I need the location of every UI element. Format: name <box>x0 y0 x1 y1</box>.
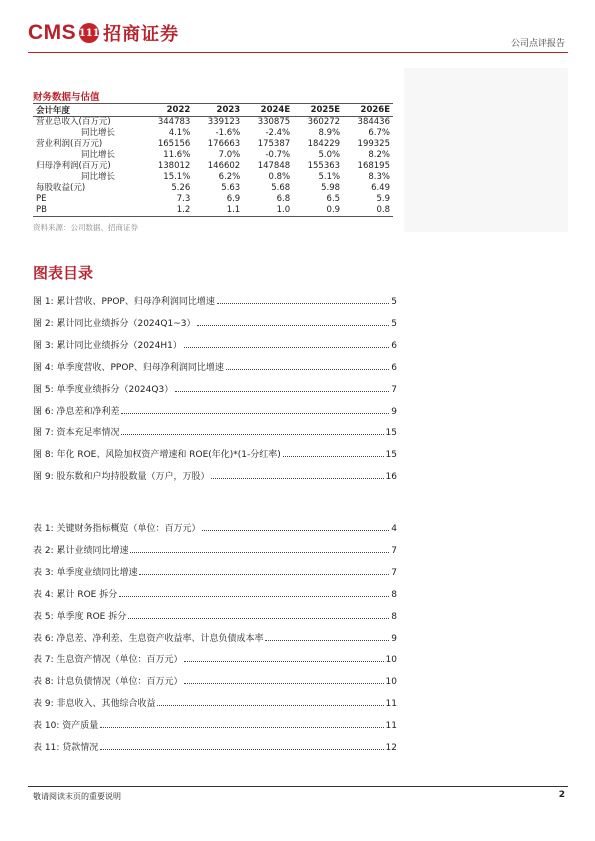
toc-entry-title: 图 9: 股东数和户均持股数量（万户，万股） <box>33 472 210 483</box>
table-cell: 6.7% <box>368 128 390 138</box>
table-cell: -2.4% <box>265 128 291 138</box>
table-row <box>33 139 393 150</box>
toc-entry-page: 11 <box>385 699 397 710</box>
header-cell: 2022 <box>143 104 193 117</box>
table-cell: 330875 <box>257 117 291 127</box>
toc-entry-page: 5 <box>391 318 397 329</box>
table-row <box>33 161 393 172</box>
toc-leader-dots <box>197 325 389 326</box>
footer-disclaimer: 敬请阅读末页的重要说明 <box>33 792 121 801</box>
table-cell: -1.6% <box>215 128 241 138</box>
table-cell: 147848 <box>257 161 291 171</box>
toc-entry-page: 15 <box>385 450 397 461</box>
toc-entry-page: 15 <box>385 428 397 439</box>
table-cell: 6.49 <box>371 183 390 193</box>
toc-entry[interactable] <box>33 695 397 709</box>
footer-divider <box>28 786 568 787</box>
toc-entry-page: 10 <box>385 655 397 666</box>
header-cell: 2026E <box>343 104 393 117</box>
toc-entry-page: 6 <box>391 362 397 373</box>
table-cell: 5.26 <box>171 183 191 193</box>
toc-title: 图表目录 <box>33 264 94 282</box>
row-label: 每股收益(元) <box>36 183 86 193</box>
row-label: 同比增长 <box>81 150 116 160</box>
table-row <box>33 117 393 129</box>
header-cell: 2023 <box>193 104 243 117</box>
toc-entry[interactable] <box>33 520 397 534</box>
company-logo <box>28 20 179 46</box>
toc-leader-dots <box>265 640 389 641</box>
toc-leader-dots <box>202 530 389 531</box>
toc-leader-dots <box>139 574 389 575</box>
toc-entry[interactable] <box>33 542 397 556</box>
toc-entry-page: 4 <box>391 524 397 534</box>
toc-leader-dots <box>184 347 389 348</box>
table-cell: 5.98 <box>321 183 341 193</box>
toc-entry[interactable] <box>33 564 397 578</box>
table-cell: 15.1% <box>163 172 191 182</box>
table-cell: 6.9 <box>226 194 241 204</box>
toc-entry-page: 12 <box>385 743 397 753</box>
toc-entry[interactable] <box>33 293 397 307</box>
table-cell: 138012 <box>157 161 191 171</box>
toc-entry-page: 5 <box>391 297 397 307</box>
table-cell: 344783 <box>157 117 191 127</box>
financials-header-row <box>33 104 393 117</box>
header-cell: 2025E <box>293 104 343 117</box>
table-cell: 176663 <box>207 139 241 149</box>
logo-chinese-text: 招商证券 <box>103 24 180 45</box>
table-cell: 5.0% <box>318 150 341 160</box>
toc-entry[interactable] <box>33 424 397 438</box>
toc-entry[interactable] <box>33 586 397 600</box>
toc-leader-dots <box>100 749 383 750</box>
toc-leader-dots <box>211 478 383 479</box>
table-cell: 155363 <box>307 161 341 171</box>
toc-leader-dots <box>217 303 389 304</box>
toc-entry-title: 表 6: 净息差、净利差、生息资产收益率、计息负债成本率 <box>33 633 264 644</box>
toc-entry-page: 16 <box>385 472 397 483</box>
table-cell: 1.0 <box>243 205 293 217</box>
header-divider <box>28 52 568 53</box>
table-cell: -0.7% <box>265 150 291 160</box>
toc-entry-title: 图 7: 资本充足率情况 <box>33 428 120 439</box>
table-cell: 7.3 <box>176 194 191 204</box>
page-header <box>0 0 595 50</box>
table-row <box>33 128 393 139</box>
report-type-label: 公司点评报告 <box>510 39 565 49</box>
toc-entry-page: 7 <box>391 384 397 395</box>
toc-entry-title: 表 7: 生息资产情况（单位：百万元） <box>33 655 183 666</box>
table-cell: 8.2% <box>368 150 390 160</box>
toc-entry-title: 表 8: 计息负债情况（单位：百万元） <box>33 677 183 688</box>
table-row <box>33 150 393 161</box>
row-label: 同比增长 <box>81 128 116 138</box>
table-cell: 7.0% <box>218 150 241 160</box>
toc-entry[interactable] <box>33 337 397 351</box>
table-cell: 5.63 <box>221 183 241 193</box>
toc-entry[interactable] <box>33 673 397 687</box>
toc-entry-title: 表 11: 贷款情况 <box>33 743 99 753</box>
toc-entry-page: 8 <box>391 589 397 600</box>
table-cell: 1.2 <box>143 205 193 217</box>
toc-leader-dots <box>175 391 389 392</box>
row-label: 营业总收入(百万元) <box>36 117 111 127</box>
table-cell: 175387 <box>257 139 291 149</box>
table-cell: 165156 <box>157 139 191 149</box>
table-cell: 0.8 <box>343 205 393 217</box>
toc-entry-title: 图 5: 单季度业绩拆分（2024Q3） <box>33 384 174 395</box>
row-label: 同比增长 <box>81 172 116 182</box>
table-cell: 384436 <box>357 117 390 127</box>
table-row <box>33 172 393 183</box>
toc-entry[interactable] <box>33 403 397 417</box>
toc-entry-title: 表 3: 单季度业绩同比增速 <box>33 567 138 578</box>
toc-entry-page: 7 <box>391 567 397 578</box>
table-cell: 184229 <box>307 139 341 149</box>
row-label: PB <box>33 205 143 217</box>
toc-entry[interactable] <box>33 359 397 373</box>
table-cell: 6.2% <box>218 172 241 182</box>
row-label: 归母净利润(百万元) <box>36 161 111 171</box>
table-cell: 5.68 <box>271 183 291 193</box>
toc-entry-page: 8 <box>391 611 397 622</box>
table-cell: 0.9 <box>293 205 343 217</box>
page-number: 2 <box>558 790 565 800</box>
toc-leader-dots <box>184 683 383 684</box>
toc-entry-title: 表 10: 资产质量 <box>33 721 99 732</box>
table-row <box>33 194 393 205</box>
table-cell: 5.1% <box>318 172 341 182</box>
table-cell: 6.8 <box>276 194 291 204</box>
toc-entry-page: 9 <box>391 406 397 417</box>
toc-entry[interactable] <box>33 630 397 644</box>
header-cell: 2024E <box>243 104 293 117</box>
toc-leader-dots <box>121 434 383 435</box>
toc-entry-title: 图 3: 累计同比业绩拆分（2024H1） <box>33 340 182 351</box>
table-row <box>33 205 393 217</box>
toc-leader-dots <box>157 705 383 706</box>
toc-entry[interactable] <box>33 468 397 482</box>
toc-entry[interactable] <box>33 446 397 460</box>
toc-entry-title: 图 2: 累计同比业绩拆分（2024Q1~3） <box>33 318 196 329</box>
toc-leader-dots <box>130 552 389 553</box>
toc-leader-dots <box>226 369 389 370</box>
header-cell: 会计年度 <box>33 104 143 117</box>
table-cell: 6.5 <box>326 194 341 204</box>
table-cell: 146602 <box>207 161 241 171</box>
toc-entry-title: 表 5: 单季度 ROE 拆分 <box>33 611 127 622</box>
row-label: 营业利润(百万元) <box>36 139 103 149</box>
toc-entry-title: 表 2: 累计业绩同比增速 <box>33 545 129 556</box>
toc-entry[interactable] <box>33 739 397 753</box>
table-cell: 1.1 <box>193 205 243 217</box>
toc-leader-dots <box>121 413 389 414</box>
table-cell: 0.8% <box>268 172 291 182</box>
financials-source: 资料来源：公司数据、招商证券 <box>33 223 138 232</box>
table-cell: 199325 <box>357 139 390 149</box>
side-panel <box>404 68 568 232</box>
table-cell: 8.9% <box>318 128 341 138</box>
financials-body <box>33 117 393 217</box>
table-cell: 4.1% <box>168 128 191 138</box>
toc-entry-title: 图 6: 净息差和净利差 <box>33 406 120 417</box>
financials-table <box>33 103 393 217</box>
toc-entry-title: 表 9: 非息收入、其他综合收益 <box>33 699 156 710</box>
toc-entry-title: 表 1: 关键财务指标概览（单位：百万元） <box>33 524 201 534</box>
toc-entry-page: 10 <box>385 677 397 688</box>
toc-entry-title: 图 1: 累计营收、PPOP、归母净利润同比增速 <box>33 297 215 307</box>
logo-emblem-icon: 111 <box>79 23 99 43</box>
toc-entry-page: 9 <box>391 633 397 644</box>
table-cell: 339123 <box>207 117 241 127</box>
row-label: PE <box>36 194 47 204</box>
toc-entry[interactable] <box>33 315 397 329</box>
logo-latin-text: CMS <box>28 21 77 44</box>
toc-entry-page: 11 <box>385 721 397 732</box>
toc-entry-page: 7 <box>391 545 397 556</box>
toc-leader-dots <box>184 661 383 662</box>
table-cell: 11.6% <box>163 150 191 160</box>
toc-entry[interactable] <box>33 608 397 622</box>
toc-entry-title: 表 4: 累计 ROE 拆分 <box>33 589 118 600</box>
table-cell: 360272 <box>307 117 341 127</box>
toc-entry[interactable] <box>33 717 397 731</box>
financials-title: 财务数据与估值 <box>33 92 100 103</box>
table-cell: 5.9 <box>376 194 390 204</box>
toc-leader-dots <box>100 727 383 728</box>
toc-entry[interactable] <box>33 651 397 665</box>
toc-entry-page: 6 <box>391 340 397 351</box>
toc-leader-dots <box>128 618 389 619</box>
toc-leader-dots <box>283 456 384 457</box>
table-cell: 8.3% <box>368 172 390 182</box>
table-row <box>33 183 393 194</box>
toc-entry[interactable] <box>33 381 397 395</box>
toc-entry-title: 图 8: 年化 ROE、风险加权资产增速和 ROE(年化)*(1-分红率) <box>33 450 281 461</box>
toc-entry-title: 图 4: 单季度营收、PPOP、归母净利润同比增速 <box>33 362 224 373</box>
toc-leader-dots <box>119 596 389 597</box>
table-cell: 168195 <box>357 161 390 171</box>
